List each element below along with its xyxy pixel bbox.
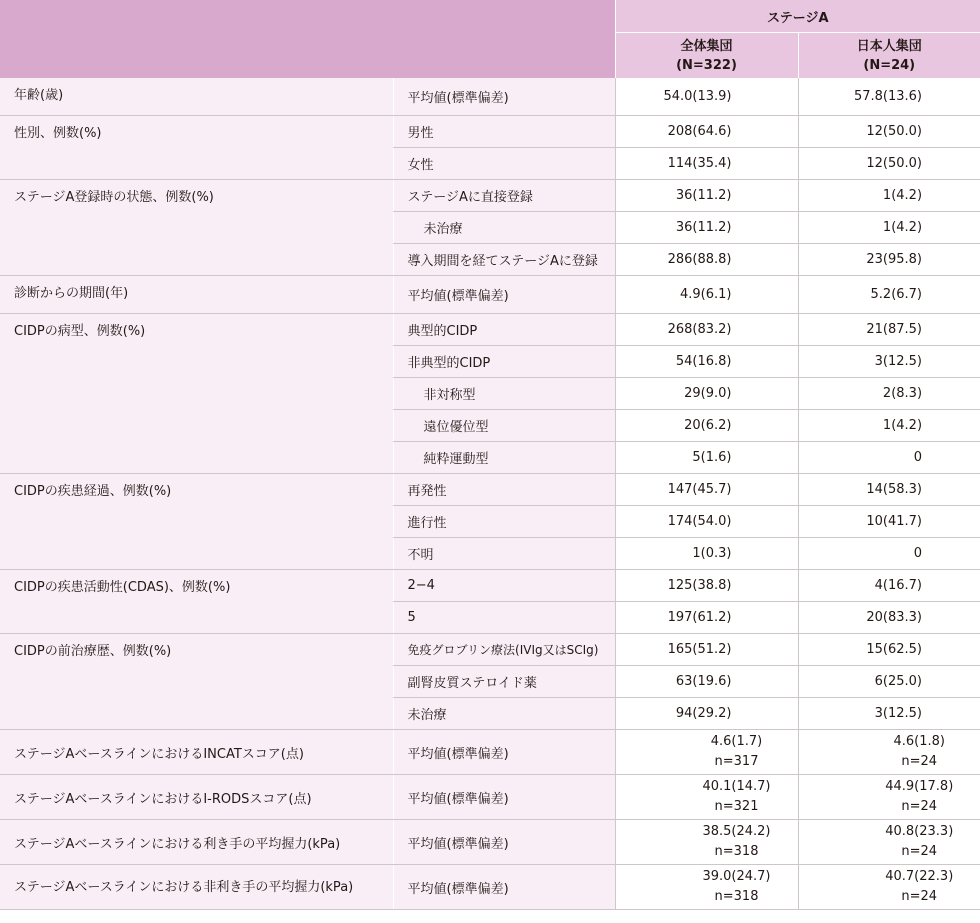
- cell-jp: 1(4.2): [798, 410, 980, 442]
- cell-jp: 12(50.0): [798, 148, 980, 180]
- header-row-stage: [0, 0, 980, 33]
- cell-jp: 3(12.5): [798, 698, 980, 730]
- table-row: [0, 730, 980, 775]
- cell-jp: 14(58.3): [798, 474, 980, 506]
- cell-jp: 0: [798, 442, 980, 474]
- cell-all: 54.0(13.9): [615, 78, 798, 116]
- table-row: [0, 276, 980, 314]
- table-row: [0, 865, 980, 910]
- cell-all: 29(9.0): [615, 378, 798, 410]
- row-sublabel: ステージAに直接登録: [393, 180, 615, 212]
- row-sublabel: 未治療: [393, 698, 615, 730]
- table-row: [0, 775, 980, 820]
- cell-jp: 0: [798, 538, 980, 570]
- cell-all: 4.6(1.7) n=317: [615, 730, 798, 775]
- cell-all: 147(45.7): [615, 474, 798, 506]
- header-japanese-population: 日本人集団 (N=24): [798, 33, 980, 79]
- header-blank: [0, 0, 615, 78]
- row-sublabel: 遠位優位型: [393, 410, 615, 442]
- cell-all: 114(35.4): [615, 148, 798, 180]
- row-category: ステージAベースラインにおける非利き手の平均握力(kPa): [0, 865, 393, 910]
- cell-all: 38.5(24.2) n=318: [615, 820, 798, 865]
- row-sublabel: 免疫グロブリン療法(IVIg又はSCIg): [393, 634, 615, 666]
- row-category: ステージAベースラインにおけるI-RODSスコア(点): [0, 775, 393, 820]
- cell-all: 63(19.6): [615, 666, 798, 698]
- table-row: [0, 820, 980, 865]
- cell-all: 5(1.6): [615, 442, 798, 474]
- row-sublabel: 平均値(標準偏差): [393, 775, 615, 820]
- row-category: CIDPの疾患活動性(CDAS)、例数(%): [0, 570, 393, 634]
- cell-all: 20(6.2): [615, 410, 798, 442]
- cell-all: 36(11.2): [615, 212, 798, 244]
- cell-all: 54(16.8): [615, 346, 798, 378]
- row-sublabel: 平均値(標準偏差): [393, 276, 615, 314]
- cell-all: 40.1(14.7) n=321: [615, 775, 798, 820]
- row-sublabel: 純粋運動型: [393, 442, 615, 474]
- cell-jp: 40.8(23.3) n=24: [798, 820, 980, 865]
- table-row: [0, 570, 980, 602]
- cell-jp: 21(87.5): [798, 314, 980, 346]
- cell-jp: 2(8.3): [798, 378, 980, 410]
- cell-jp: 1(4.2): [798, 180, 980, 212]
- cell-all: 286(88.8): [615, 244, 798, 276]
- row-sublabel: 副腎皮質ステロイド薬: [393, 666, 615, 698]
- row-sublabel: 未治療: [393, 212, 615, 244]
- cell-all: 36(11.2): [615, 180, 798, 212]
- cell-jp: 44.9(17.8) n=24: [798, 775, 980, 820]
- row-sublabel: 非典型的CIDP: [393, 346, 615, 378]
- cell-jp: 20(83.3): [798, 602, 980, 634]
- row-category: 診断からの期間(年): [0, 276, 393, 314]
- row-category: CIDPの疾患経過、例数(%): [0, 474, 393, 570]
- cell-all: 39.0(24.7) n=318: [615, 865, 798, 910]
- table-row: [0, 314, 980, 346]
- row-category: ステージA登録時の状態、例数(%): [0, 180, 393, 276]
- cell-all: 208(64.6): [615, 116, 798, 148]
- row-sublabel: 平均値(標準偏差): [393, 865, 615, 910]
- row-sublabel: 平均値(標準偏差): [393, 820, 615, 865]
- table-row: [0, 474, 980, 506]
- cell-jp: 57.8(13.6): [798, 78, 980, 116]
- row-sublabel: 再発性: [393, 474, 615, 506]
- header-all-population: 全体集団 (N=322): [615, 33, 798, 79]
- row-sublabel: 女性: [393, 148, 615, 180]
- cell-jp: 1(4.2): [798, 212, 980, 244]
- row-sublabel: 平均値(標準偏差): [393, 730, 615, 775]
- cell-jp: 12(50.0): [798, 116, 980, 148]
- header-stage: ステージA: [615, 0, 980, 33]
- cell-all: 165(51.2): [615, 634, 798, 666]
- cell-jp: 10(41.7): [798, 506, 980, 538]
- row-category: ステージAベースラインにおける利き手の平均握力(kPa): [0, 820, 393, 865]
- cell-jp: 3(12.5): [798, 346, 980, 378]
- cell-jp: 4.6(1.8) n=24: [798, 730, 980, 775]
- row-category: 性別、例数(%): [0, 116, 393, 180]
- table-row: [0, 180, 980, 212]
- table-row: [0, 116, 980, 148]
- cell-all: 197(61.2): [615, 602, 798, 634]
- cell-all: 4.9(6.1): [615, 276, 798, 314]
- row-category: CIDPの前治療歴、例数(%): [0, 634, 393, 730]
- table-row: [0, 78, 980, 116]
- row-sublabel: 男性: [393, 116, 615, 148]
- row-sublabel: 典型的CIDP: [393, 314, 615, 346]
- row-sublabel: 進行性: [393, 506, 615, 538]
- cell-jp: 23(95.8): [798, 244, 980, 276]
- row-sublabel: 不明: [393, 538, 615, 570]
- row-category: 年齢(歳): [0, 78, 393, 116]
- row-sublabel: 平均値(標準偏差): [393, 78, 615, 116]
- cell-jp: 6(25.0): [798, 666, 980, 698]
- cell-all: 94(29.2): [615, 698, 798, 730]
- cell-all: 268(83.2): [615, 314, 798, 346]
- cell-jp: 4(16.7): [798, 570, 980, 602]
- cell-jp: 40.7(22.3) n=24: [798, 865, 980, 910]
- cell-all: 174(54.0): [615, 506, 798, 538]
- row-category: CIDPの病型、例数(%): [0, 314, 393, 474]
- table-row: [0, 634, 980, 666]
- cell-all: 1(0.3): [615, 538, 798, 570]
- row-sublabel: 5: [393, 602, 615, 634]
- row-category: ステージAベースラインにおけるINCATスコア(点): [0, 730, 393, 775]
- row-sublabel: 2−4: [393, 570, 615, 602]
- cell-jp: 15(62.5): [798, 634, 980, 666]
- cell-all: 125(38.8): [615, 570, 798, 602]
- row-sublabel: 導入期間を経てステージAに登録: [393, 244, 615, 276]
- cell-jp: 5.2(6.7): [798, 276, 980, 314]
- row-sublabel: 非対称型: [393, 378, 615, 410]
